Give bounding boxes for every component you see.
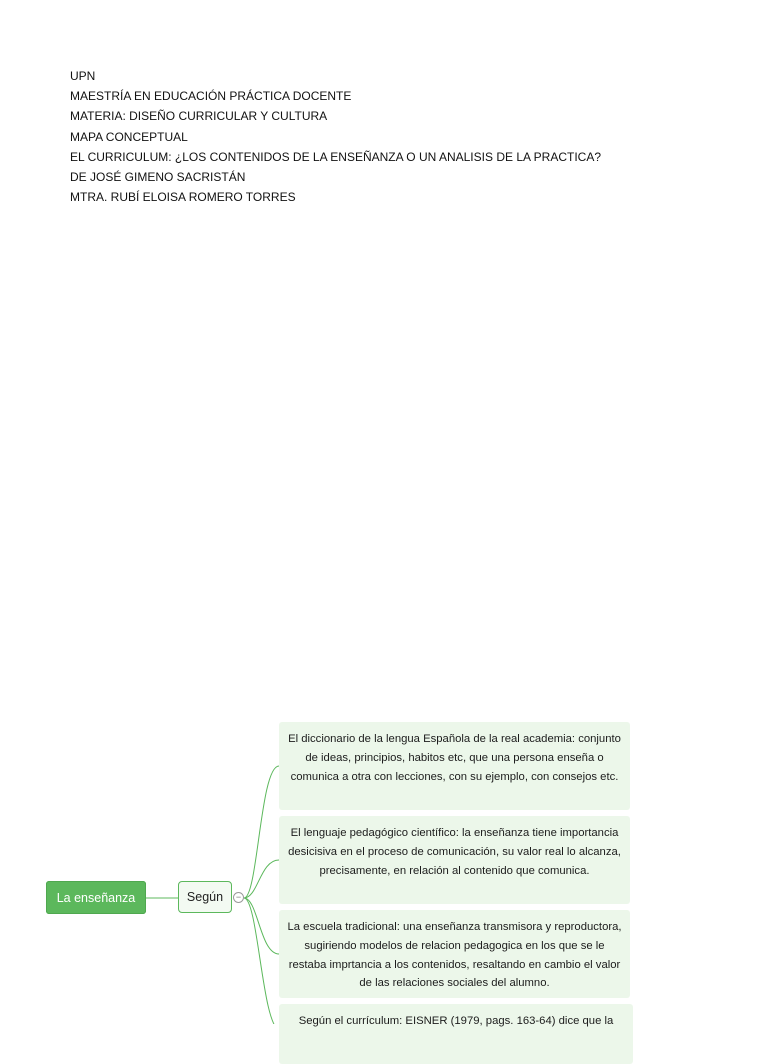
header-institution: UPN bbox=[70, 69, 96, 83]
branch-node-curriculum[interactable]: Según el currículum: EISNER (1979, pags. 163-64) dice que la bbox=[279, 1004, 633, 1064]
collapse-toggle-icon[interactable]: − bbox=[233, 892, 244, 903]
branch-line-2 bbox=[244, 860, 279, 898]
branch-node-pedagogical-language[interactable]: El lenguaje pedagógico científico: la enseñanza tiene importancia desicisiva en el proceso de comunicación, su valor real lo alcanza, precisamente, en relación al contenido que comunica. bbox=[279, 816, 630, 904]
header-teacher: MTRA. RUBÍ ELOISA ROMERO TORRES bbox=[70, 190, 296, 205]
root-node[interactable]: La enseñanza bbox=[46, 881, 146, 914]
header-assignment-type: MAPA CONCEPTUAL bbox=[70, 129, 188, 144]
header-reading-title: EL CURRICULUM: ¿LOS CONTENIDOS DE LA ENSEÑANZA O UN ANALISIS DE LA PRACTICA? bbox=[70, 149, 602, 164]
branch-line-4 bbox=[244, 898, 279, 1024]
branch-node-dictionary[interactable]: El diccionario de la lengua Española de la real academia: conjunto de ideas, principios, habitos etc, que una persona enseña o comunica a otra con lecciones, con su ejemplo, con consejos etc. bbox=[279, 722, 630, 810]
connector-node[interactable]: Según bbox=[178, 881, 232, 913]
header-reading-author: DE JOSÉ GIMENO SACRISTÁN bbox=[70, 170, 246, 185]
branch-line-1 bbox=[244, 766, 279, 898]
branch-node-traditional-school[interactable]: La escuela tradicional: una enseñanza transmisora y reproductora, sugiriendo modelos de relacion pedagogica en los que se le restaba imprtancia a los contenidos, resaltando en cambio el valor de las relaciones sociales del alumno. bbox=[279, 910, 630, 998]
header-program: MAESTRÍA EN EDUCACIÓN PRÁCTICA DOCENTE bbox=[70, 89, 352, 104]
header-subject: MATERIA: DISEÑO CURRICULAR Y CULTURA bbox=[70, 109, 328, 124]
branch-line-3 bbox=[244, 898, 279, 954]
